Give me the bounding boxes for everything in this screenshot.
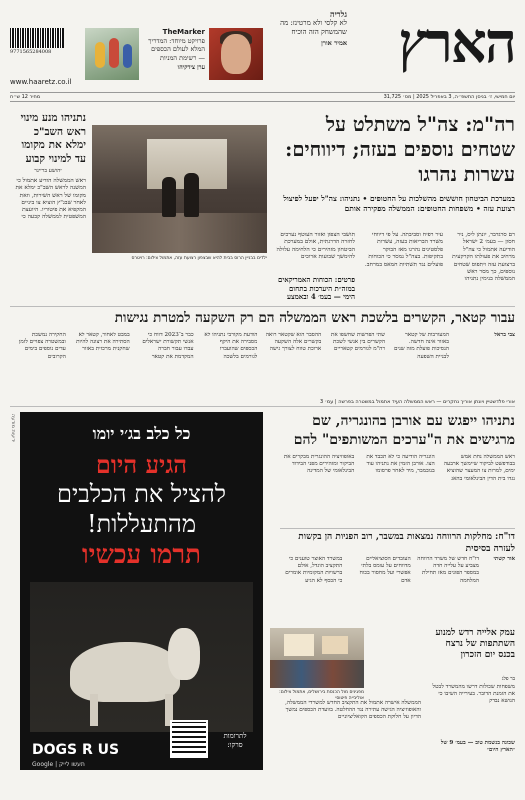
- netanyahu-headline[interactable]: נתניהו ייפגש עם אורבן בהונגריה, שם מרגישים את ה"ערכים המשותפים" להם: [293, 413, 515, 448]
- tease-marker-photo: [85, 28, 139, 80]
- dogs-ad[interactable]: [20, 412, 263, 770]
- emek-headline[interactable]: עמק אלייה רדש למנוע השתתפות של נרצח בכנס יום הזכרון: [435, 628, 515, 660]
- emek-body: משפחות שכולות דרשו מהמשרד לבטל את הזמנת הדובר. בעירייה השיבו כי הנושא נבדק: [432, 684, 515, 705]
- themarker-brand: TheMarker: [162, 28, 205, 36]
- masthead-logo: הארץ: [398, 10, 515, 76]
- site-url[interactable]: www.haaretz.co.il: [10, 78, 72, 86]
- ad-brand-logo: DOGS R US: [32, 742, 120, 758]
- lead-headline[interactable]: רה"מ: צה"ל משתלט על שטחים נוספים בעזה; דיווחים: עשרות נהרגו: [285, 113, 515, 186]
- photo-figure: [162, 177, 176, 217]
- tease-marker-box[interactable]: [143, 28, 205, 88]
- lead-photo: [92, 125, 267, 253]
- date-line-price: מחיר 12 ש״ח: [10, 94, 41, 100]
- date-line: [10, 92, 515, 102]
- banner-columns: [10, 332, 515, 396]
- ad-headline-1: הגיע היום: [95, 450, 188, 479]
- bottom-story-body: הממשלה אישרה אתמול את התקציב החדש למשרדי הממשלה, והאופוזיציה הגישה עתירה נגד ההחלטה. בוועדת הכספים נמשך הדיון על חלוקת הכספים הקואליציוניים: [285, 700, 421, 721]
- lead-body-col-1: רם סרגדבר, יונתן ליס, ניר חסון — בעמ׳ 2 ישראל הודיעה אתמול כי צה"ל מרחיב את פעולתו הקרקעית ברצועת עזה ויתפוס שטחים נוספים, כך מסר ראש הממשלה בנימין נתניהו: [452, 232, 515, 283]
- report-columns: [280, 556, 515, 626]
- banner-col: המעורבות של קטאר באזור אינה חדשה. הנסיכות פועלת מזה שנים לבניית השפעה: [394, 332, 449, 360]
- banner-footer: אורי פלדשטיין ויונתן אוריך נחקרים — ראש הממשלה העיד אתמול במשטרה בפרשה | עמ׳ 3: [10, 398, 515, 407]
- netanyahu-col: באופוזיציה ההונגרית מבקרים את הביקור ומזהירים מפני הבידוד הבינלאומי של המדינה: [283, 454, 355, 475]
- tease-marker-text: פרויקט מיוחד: המדריך המלא לעולם הכספים — רשימת המניות: [148, 36, 205, 62]
- ad-dog-photo: [30, 582, 253, 732]
- lead-photo-caption: ילדים בבניין הרוס בבית להיא שבצפון רצועת עזה, אתמול צילום: רויטרס: [131, 256, 267, 261]
- lead-subhead: במערכת הביטחון חוששים מהשלכות על החטופים • נתניהו: צה"ל יפעל לפיצול רצועת עזה • משפחות החטופים: הממשלה מפקירה אותם: [283, 194, 515, 213]
- tease-portrait-photo: [209, 28, 263, 80]
- portrait-face: [221, 34, 251, 74]
- report-col: העובדים הסוציאליים מדווחים על עומס בלתי אפשרי ועל מחסור בכוח אדם: [359, 556, 411, 584]
- ad-kicker: כל כלב בג׳י יומו: [92, 424, 191, 443]
- banner-col: החקירה נמשכת ובמשטרה צפויים לזמן עדים נוספים בימים הקרובים: [18, 332, 66, 360]
- banner-col: שתי הפרשות שחשפו את הקשרים בין אנשי לשכת רה"מ לגורמים קטאריים: [330, 332, 386, 353]
- banner-col: כבר ב־2023 דווח כי אנשי תקשורת ישראלים עבדו עבור חברה המקדמת את קטאר: [142, 332, 194, 360]
- ad-headline-2: להציל את הכלבים: [56, 480, 227, 508]
- left-story-body: ראש הממשלה הודיע אתמול כי המשנה לראש השב"כ ימלא את מקומו של ראש השירות, וזאת לאחר שבג"ץ הוציא צו ביניים המקפיא את פיטוריו. היועצת המשפטית לממשלה קבעה כי: [15, 178, 86, 221]
- netanyahu-columns: [280, 454, 515, 524]
- qr-code-icon[interactable]: [170, 720, 208, 758]
- left-story-headline[interactable]: נתניהו מנע מינוי ראש השב"כ ימלא את מקומו עד למינוי קבוע: [20, 112, 86, 165]
- report-headline[interactable]: דו"ח: מחלקות הרווחה נמצאות במשבר, רוב הפניות הן בקשות לעזרה בסיסית: [280, 528, 515, 555]
- report-col: במשרד האוצר טוענים כי התקציב הוגדל, אולם ברשויות המקומיות אומרים כי הכסף לא הגיע: [285, 556, 343, 584]
- protest-photo-caption: מפגינים מול הכנסת בירושלים, אתמול צילום: אוליבייה פיטוסי: [279, 690, 364, 701]
- date-line-issue: יום חמישי, ז׳ בניסן התשפ״ה, 3 באפריל 2025 | מס׳ 31,725: [383, 94, 515, 100]
- lead-body-col-3: תושבי הצפון ואזור העוטף נערכים לחזרה הדרגתית, אולם במערכת הביטחון מזהירים כי הלחימה עלולה להימשך שבועות ארוכים: [276, 232, 355, 261]
- netanyahu-col: ראש הממשלה נחת אמש בבודפשט לביקור שיימשך ארבעה ימים, למרות צו המעצר שהוציא נגדו בית הדין הבינלאומי בהאג: [443, 454, 515, 482]
- report-author: אור קשתי: [493, 556, 515, 562]
- left-story-author: יהושע בריינר: [34, 168, 62, 174]
- tease-lead-box[interactable]: [267, 10, 347, 80]
- barcode-icon: [10, 28, 64, 48]
- banner-headline[interactable]: עבור קטאר, הקשרים בלשכת ראש הממשלה הם רק השקעה למטרת נגישות: [10, 306, 515, 328]
- ad-headline-3: מהתעללות!: [86, 510, 197, 538]
- barcode-number: 9771565284008: [10, 49, 52, 55]
- lead-tail[interactable]: פרטים: הכוחות האמריקאים במזה״ת היערכות בתחום הימי — בעמ׳ 4 ובאמצע: [278, 275, 355, 301]
- protest-photo: [270, 628, 364, 688]
- rail-teaser[interactable]: שכונה בנשמת טוב — בעמ׳ 9 של ״הארץ היום״: [440, 740, 515, 754]
- banner-col: הודעת מקורבי נתניהו לא מסבירה את היקף הכספים שהועברו לגורמים בלשכה: [204, 332, 258, 360]
- tease-marker-author: ערן צידקיהו: [177, 64, 205, 71]
- emek-author: בר פלג: [501, 676, 515, 682]
- ad-cta: תרמו עכשיו: [81, 540, 202, 570]
- report-col: דו"ח חדש של משרד הרווחה מצביע על עלייה חדה במספר הפונים מאז תחילת המלחמה: [417, 556, 479, 584]
- ad-brand-sub: Google | תעשו לייק: [32, 761, 85, 768]
- netanyahu-col: הונגריה הודיעה כי לא תכבד את הצו. אורבן הזמין את נתניהו עוד בנובמבר, מיד לאחר פרסומו: [366, 454, 435, 475]
- tease-lead-author: אמיר אורן: [321, 39, 347, 47]
- ad-side-label: ידיעות מודעה: [10, 414, 16, 443]
- tease-lead-text: לא קלסי ולא מרטינז: מה שהמשחק הזה הוכיח: [280, 19, 347, 36]
- tease-lead-kicker: גלריה: [329, 9, 347, 19]
- banner-col: במבט לאחור, קטאר לא הסתירה את רצונה להיות שחקנית מרכזית באזור: [76, 332, 130, 353]
- ad-qr-label: לתרומות סרקו:: [223, 732, 247, 749]
- banner-author: צבי בראל: [494, 332, 515, 338]
- lead-body-col-2: עיר רפיח וסביבתה. על פי דיווחי משרד הבריאות בעזה, עשרות פלסטינים נהרגו מאז הבוקר בתקיפות. בצה"ל נמסר כי הכוחות פועלים נגד תשתיות חמאס במרחב.: [364, 232, 443, 268]
- photo-figure: [184, 173, 199, 217]
- banner-col: ההסבר הוא שקטאר רואה בקשרים אלה השקעה ארוכת טווח לצורך גישה: [265, 332, 322, 353]
